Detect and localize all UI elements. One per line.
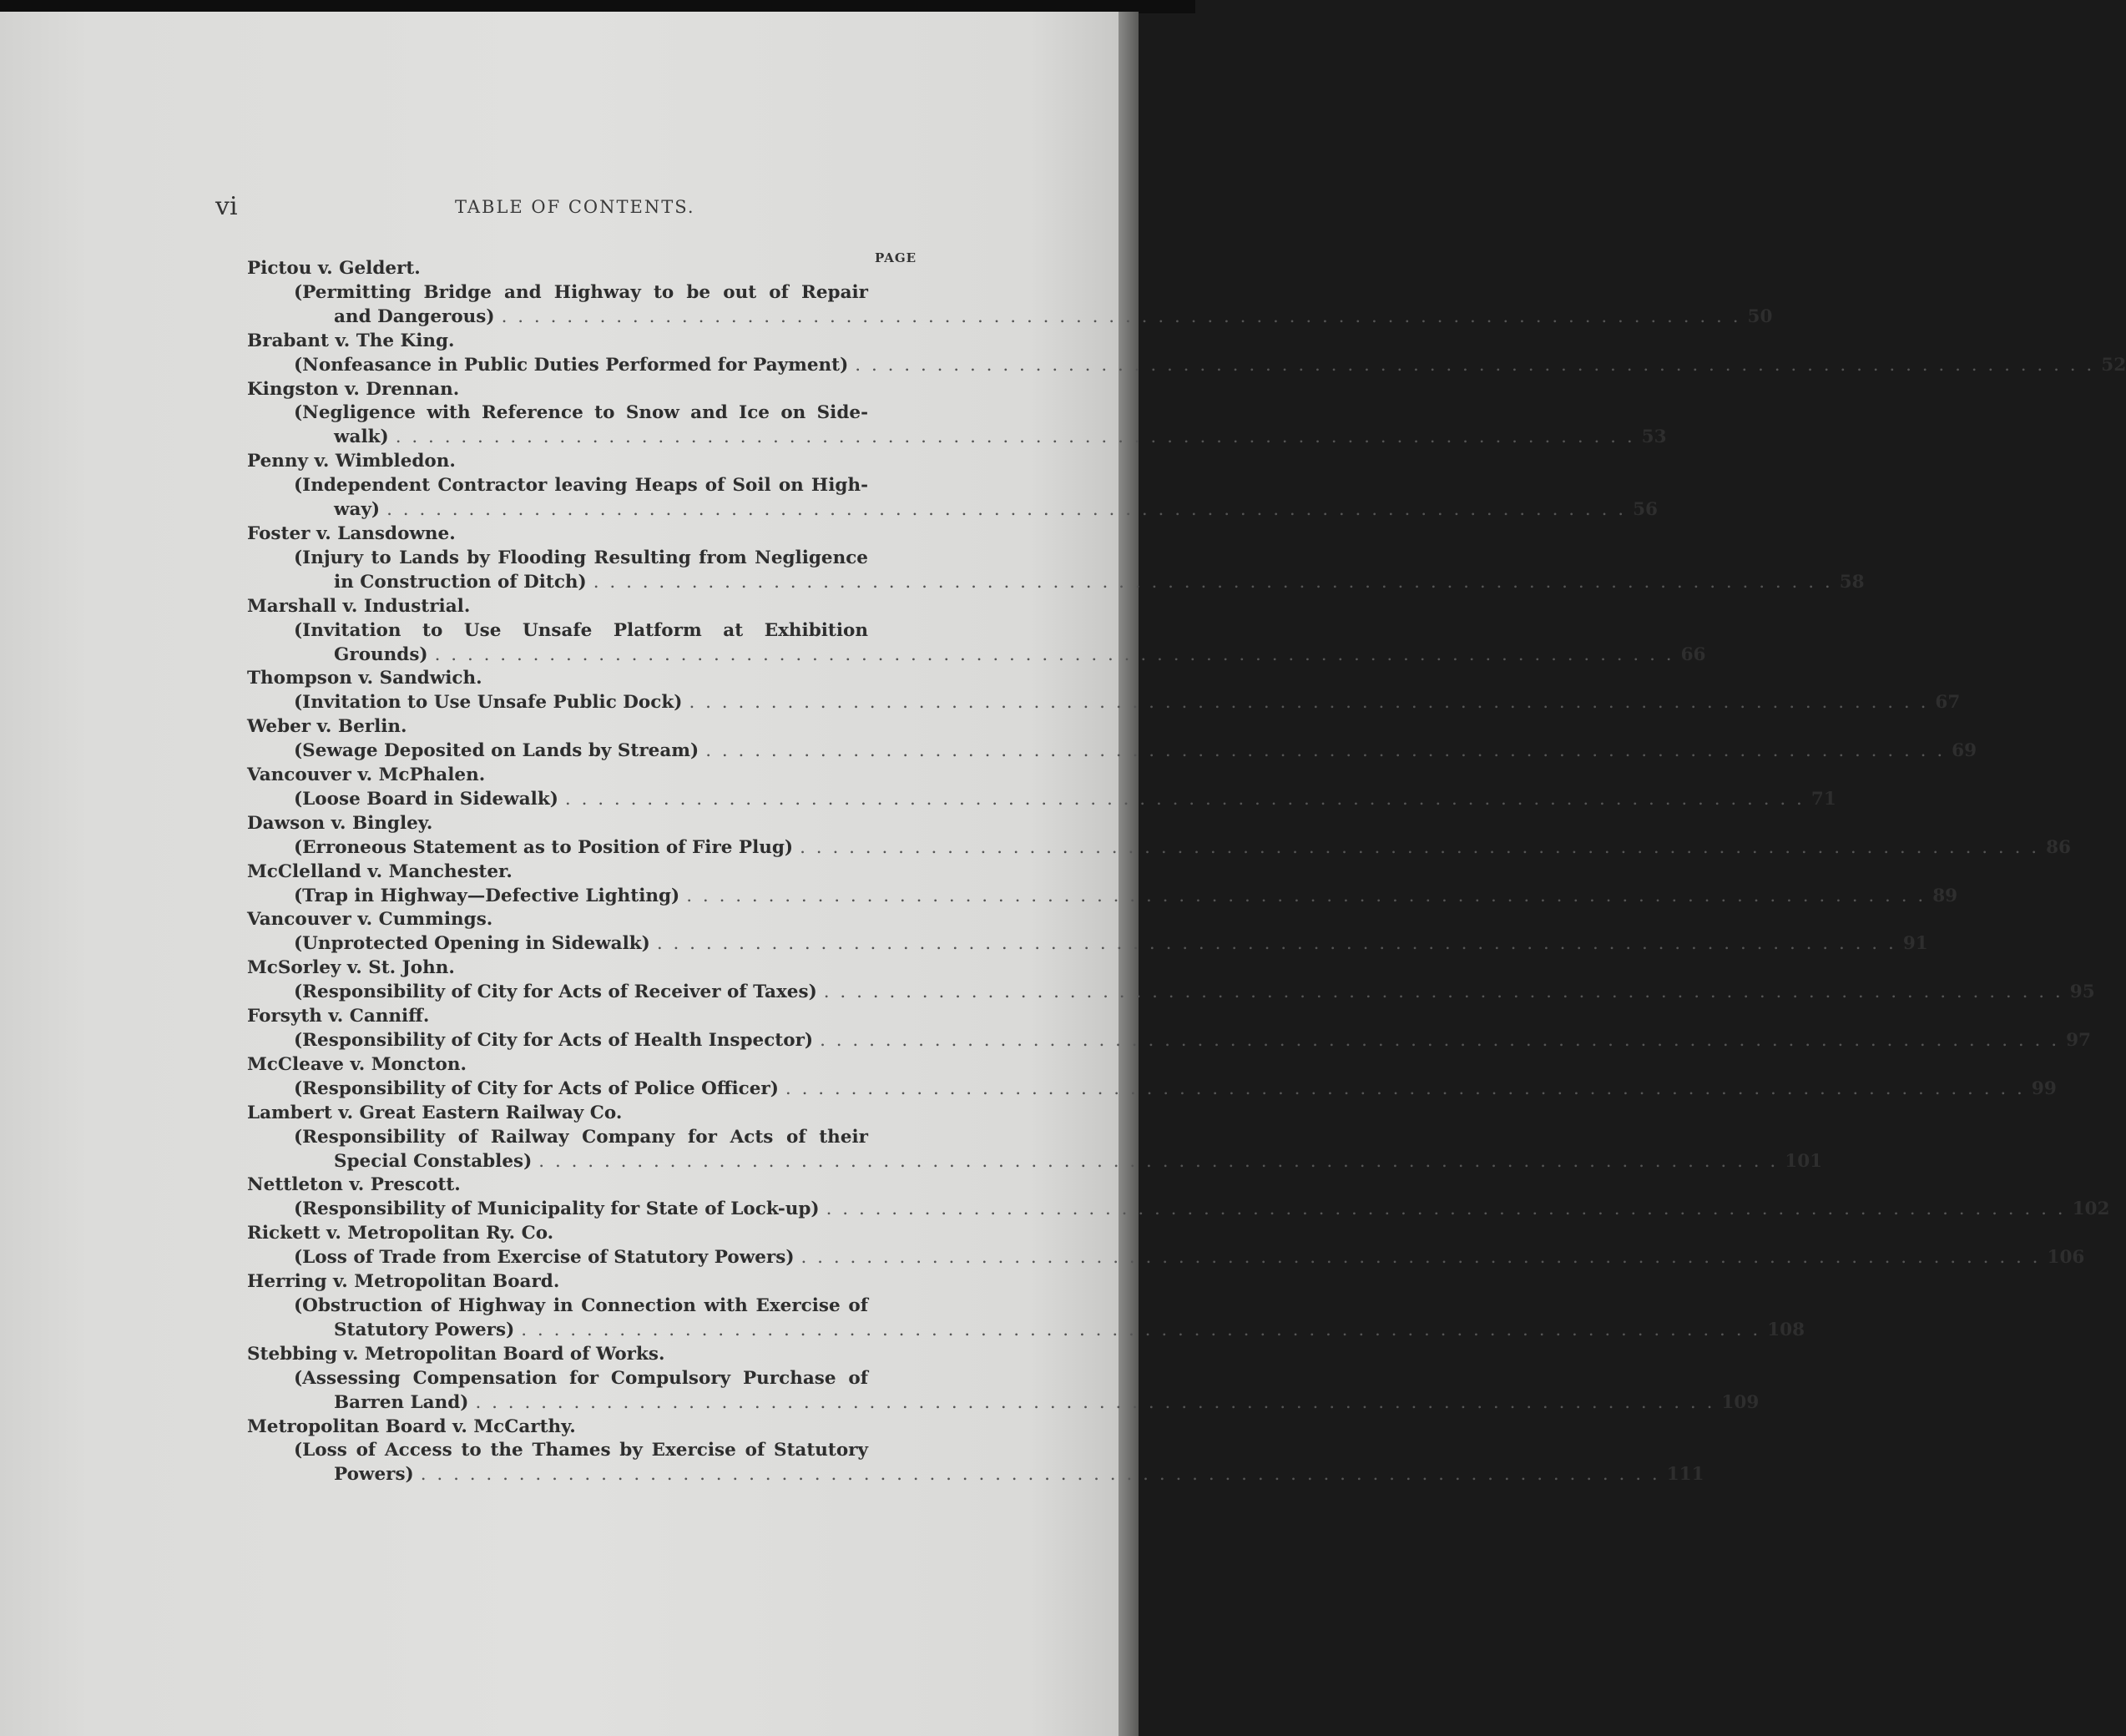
description-final-line xyxy=(294,981,2095,1005)
description-text: (Invitation to Use Unsafe Public Dock) xyxy=(294,692,683,714)
page-reference: 71 xyxy=(1810,788,1836,810)
description-line: (Assessing Compensation for Compulsory Purchase of xyxy=(294,1367,868,1389)
description-text: walk) xyxy=(334,426,389,448)
description-final-line xyxy=(294,571,1865,595)
case-name: Pictou v. Geldert. xyxy=(247,258,421,279)
case-description xyxy=(247,1198,2110,1222)
description-text: (Nonfeasance in Public Duties Performed for Payment) xyxy=(294,354,849,376)
description-final-line xyxy=(294,498,1658,522)
case-description xyxy=(247,474,1658,522)
case-name: Forsyth v. Canniff. xyxy=(247,1006,430,1027)
description-line: (Obstruction of Highway in Connection with Exercise of xyxy=(294,1294,868,1316)
description-final-line xyxy=(294,1150,1823,1174)
toc-entry xyxy=(247,715,1977,764)
description-text: (Responsibility of City for Acts of Police Officer) xyxy=(294,1077,779,1099)
description-line: (Loss of Access to the Thames by Exercise of Statutory xyxy=(294,1440,868,1461)
description-final-line xyxy=(294,426,1667,450)
toc-entry xyxy=(247,908,1928,956)
case-name: Marshall v. Industrial. xyxy=(247,595,471,617)
page-reference: 67 xyxy=(1935,692,1961,714)
description-text: Powers) xyxy=(334,1464,414,1486)
case-name: Thompson v. Sandwich. xyxy=(247,668,482,689)
page-reference: 91 xyxy=(1902,933,1928,955)
description-final-line xyxy=(294,788,1836,812)
case-description xyxy=(247,281,1773,330)
dot-leader: . . . . . . . . . . . . . . . . . . . . . . . . . . . . . . . . . . . . . . . . . . . . . . . . . . . . . . . . . . . . . . . . . . . . . . . . . . . . xyxy=(686,885,1927,906)
case-name: Vancouver v. Cummings. xyxy=(247,909,493,931)
page-reference: 86 xyxy=(2046,836,2071,858)
case-name: Foster v. Lansdowne. xyxy=(247,522,456,544)
description-final-line xyxy=(294,691,1961,715)
page-reference: 69 xyxy=(1952,740,1977,762)
dot-leader: . . . . . . . . . . . . . . . . . . . . . . . . . . . . . . . . . . . . . . . . . . . . . . . . . . . . . . . . . . . . . . . . . . . . . . . . . . . . xyxy=(475,1391,1715,1413)
description-text: (Unprotected Opening in Sidewalk) xyxy=(294,933,650,955)
description-final-line xyxy=(294,1198,2110,1222)
toc-entry xyxy=(247,956,2095,1005)
case-description xyxy=(247,1246,2085,1270)
case-description xyxy=(247,1126,1823,1174)
description-text: Special Constables) xyxy=(334,1150,533,1172)
toc-entry xyxy=(247,1416,1704,1488)
page-reference: 109 xyxy=(1721,1391,1760,1413)
description-text: (Loose Board in Sidewalk) xyxy=(294,788,558,810)
case-name: Nettleton v. Prescott. xyxy=(247,1174,461,1196)
page-reference: 106 xyxy=(2047,1247,2085,1269)
description-final-line xyxy=(294,1319,1805,1343)
toc-entry xyxy=(247,1053,2057,1102)
case-name: Penny v. Wimbledon. xyxy=(247,451,456,472)
description-text: (Responsibility of City for Acts of Receiver of Taxes) xyxy=(294,982,817,1003)
description-text: (Loss of Trade from Exercise of Statutory Powers) xyxy=(294,1247,795,1269)
description-text: (Responsibility of Municipality for State of Lock-up) xyxy=(294,1199,820,1220)
toc-entry xyxy=(247,378,1667,451)
description-text: in Construction of Ditch) xyxy=(334,571,587,593)
page-reference: 97 xyxy=(2066,1030,2091,1051)
description-final-line xyxy=(294,1246,2085,1270)
page-reference: 108 xyxy=(1767,1319,1805,1340)
case-name: Lambert v. Great Eastern Railway Co. xyxy=(247,1102,623,1123)
dot-leader: . . . . . . . . . . . . . . . . . . . . . . . . . . . . . . . . . . . . . . . . . . . . . . . . . . . . . . . . . . . . . . . . . . . . . . . . . . . . xyxy=(593,571,1833,593)
case-description xyxy=(247,932,1928,956)
page-reference: 101 xyxy=(1785,1150,1823,1172)
page-reference: 56 xyxy=(1633,499,1658,521)
case-description xyxy=(247,1077,2057,1102)
case-description xyxy=(247,1029,2091,1053)
dot-leader: . . . . . . . . . . . . . . . . . . . . . . . . . . . . . . . . . . . . . . . . . . . . . . . . . . . . . . . . . . . . . . . . . . . . . . . . . . . . xyxy=(521,1319,1761,1340)
description-final-line xyxy=(294,885,1958,909)
toc-entry xyxy=(247,1343,1760,1416)
page-reference: 99 xyxy=(2031,1077,2057,1099)
toc-entry xyxy=(247,1102,1823,1174)
dot-leader: . . . . . . . . . . . . . . . . . . . . . . . . . . . . . . . . . . . . . . . . . . . . . . . . . . . . . . . . . . . . . . . . . . . . . . . . . . . . xyxy=(434,643,1674,665)
case-description xyxy=(247,547,1865,595)
case-name: Stebbing v. Metropolitan Board of Works. xyxy=(247,1343,665,1365)
case-description xyxy=(247,619,1706,668)
case-name: Kingston v. Drennan. xyxy=(247,378,460,400)
description-text: way) xyxy=(334,499,381,521)
dot-leader: . . . . . . . . . . . . . . . . . . . . . . . . . . . . . . . . . . . . . . . . . . . . . . . . . . . . . . . . . . . . . . . . . . . . . . . . . . . . xyxy=(656,933,1896,955)
description-final-line xyxy=(294,932,1928,956)
dot-leader: . . . . . . . . . . . . . . . . . . . . . . . . . . . . . . . . . . . . . . . . . . . . . . . . . . . . . . . . . . . . . . . . . . . . . . . . . . . . xyxy=(395,426,1635,448)
page-reference: 66 xyxy=(1680,643,1706,665)
toc-entry xyxy=(247,764,1836,812)
description-text: Grounds) xyxy=(334,643,428,665)
description-text: (Erroneous Statement as to Position of Fire Plug) xyxy=(294,836,794,858)
description-final-line xyxy=(294,643,1706,668)
case-name: Dawson v. Bingley. xyxy=(247,812,433,834)
toc-entry xyxy=(247,595,1706,668)
case-name: Vancouver v. McPhalen. xyxy=(247,765,486,786)
description-final-line xyxy=(294,1391,1760,1416)
toc-entry xyxy=(247,1005,2091,1053)
dot-leader: . . . . . . . . . . . . . . . . . . . . . . . . . . . . . . . . . . . . . . . . . . . . . . . . . . . . . . . . . . . . . . . . . . . . . . . . . . . . xyxy=(564,788,1805,810)
description-final-line xyxy=(294,1463,1704,1487)
page-reference: 111 xyxy=(1666,1464,1704,1486)
case-description xyxy=(247,788,1836,812)
case-description xyxy=(247,354,2126,378)
toc-entry xyxy=(247,812,2071,860)
description-text: (Sewage Deposited on Lands by Stream) xyxy=(294,740,699,762)
case-description xyxy=(247,981,2095,1005)
description-final-line xyxy=(294,1077,2057,1102)
dot-leader: . . . . . . . . . . . . . . . . . . . . . . . . . . . . . . . . . . . . . . . . . . . . . . . . . . . . . . . . . . . . . . . . . . . . . . . . . . . . xyxy=(820,1030,2060,1051)
description-text: (Responsibility of City for Acts of Health Inspector) xyxy=(294,1030,814,1051)
dot-leader: . . . . . . . . . . . . . . . . . . . . . . . . . . . . . . . . . . . . . . . . . . . . . . . . . . . . . . . . . . . . . . . . . . . . . . . . . . . . xyxy=(855,354,2095,376)
page-number: vi xyxy=(215,192,238,221)
case-name: McClelland v. Manchester. xyxy=(247,860,513,882)
toc-entry xyxy=(247,1270,1805,1343)
running-head-title: TABLE OF CONTENTS. xyxy=(455,197,695,217)
toc-entry xyxy=(247,330,2126,378)
description-line: (Invitation to Use Unsafe Platform at Exhibition xyxy=(294,619,868,641)
description-line: (Permitting Bridge and Highway to be out of Repair xyxy=(294,281,868,303)
description-text: (Trap in Highway—Defective Lighting) xyxy=(294,885,680,906)
dot-leader: . . . . . . . . . . . . . . . . . . . . . . . . . . . . . . . . . . . . . . . . . . . . . . . . . . . . . . . . . . . . . . . . . . . . . . . . . . . . xyxy=(420,1464,1660,1486)
page-column-label: PAGE xyxy=(875,250,917,265)
description-text: Barren Land) xyxy=(334,1391,469,1413)
case-name: Brabant v. The King. xyxy=(247,330,455,351)
toc-entry xyxy=(247,1173,2110,1222)
toc-entry xyxy=(247,450,1658,522)
page-reference: 53 xyxy=(1641,426,1667,448)
case-description xyxy=(247,401,1667,450)
dot-leader: . . . . . . . . . . . . . . . . . . . . . . . . . . . . . . . . . . . . . . . . . . . . . . . . . . . . . . . . . . . . . . . . . . . . . . . . . . . . xyxy=(800,1247,2041,1269)
toc-entry xyxy=(247,667,1961,715)
case-name: McCleave v. Moncton. xyxy=(247,1053,467,1075)
dot-leader: . . . . . . . . . . . . . . . . . . . . . . . . . . . . . . . . . . . . . . . . . . . . . . . . . . . . . . . . . . . . . . . . . . . . . . . . . . . . xyxy=(785,1077,2025,1099)
case-description xyxy=(247,739,1977,764)
case-description xyxy=(247,836,2071,860)
page-reference: 52 xyxy=(2101,354,2126,376)
page-reference: 89 xyxy=(1932,885,1958,906)
page-reference: 50 xyxy=(1747,305,1773,327)
dot-leader: . . . . . . . . . . . . . . . . . . . . . . . . . . . . . . . . . . . . . . . . . . . . . . . . . . . . . . . . . . . . . . . . . . . . . . . . . . . . xyxy=(501,305,1741,327)
case-name: Metropolitan Board v. McCarthy. xyxy=(247,1416,576,1437)
toc-entry xyxy=(247,1222,2085,1270)
description-line: (Responsibility of Railway Company for Acts of their xyxy=(294,1126,868,1148)
toc-entry xyxy=(247,522,1865,595)
dot-leader: . . . . . . . . . . . . . . . . . . . . . . . . . . . . . . . . . . . . . . . . . . . . . . . . . . . . . . . . . . . . . . . . . . . . . . . . . . . . xyxy=(823,982,2063,1003)
case-name: Rickett v. Metropolitan Ry. Co. xyxy=(247,1223,554,1244)
dot-leader: . . . . . . . . . . . . . . . . . . . . . . . . . . . . . . . . . . . . . . . . . . . . . . . . . . . . . . . . . . . . . . . . . . . . . . . . . . . . xyxy=(538,1150,1779,1172)
description-line: (Independent Contractor leaving Heaps of Soil on High- xyxy=(294,475,868,497)
description-final-line xyxy=(294,305,1773,330)
page-reference: 102 xyxy=(2072,1199,2110,1220)
description-text: and Dangerous) xyxy=(334,305,495,327)
description-final-line xyxy=(294,739,1977,764)
dot-leader: . . . . . . . . . . . . . . . . . . . . . . . . . . . . . . . . . . . . . . . . . . . . . . . . . . . . . . . . . . . . . . . . . . . . . . . . . . . . xyxy=(800,836,2040,858)
dot-leader: . . . . . . . . . . . . . . . . . . . . . . . . . . . . . . . . . . . . . . . . . . . . . . . . . . . . . . . . . . . . . . . . . . . . . . . . . . . . xyxy=(689,692,1929,714)
table-of-contents xyxy=(247,257,2126,1487)
description-final-line xyxy=(294,836,2071,860)
description-final-line xyxy=(294,354,2126,378)
toc-entry xyxy=(247,860,1958,909)
case-name: Weber v. Berlin. xyxy=(247,716,407,738)
toc-entry xyxy=(247,257,1773,330)
description-final-line xyxy=(294,1029,2091,1053)
case-name: Herring v. Metropolitan Board. xyxy=(247,1271,560,1293)
case-name: McSorley v. St. John. xyxy=(247,957,455,979)
dot-leader: . . . . . . . . . . . . . . . . . . . . . . . . . . . . . . . . . . . . . . . . . . . . . . . . . . . . . . . . . . . . . . . . . . . . . . . . . . . . xyxy=(705,740,1946,762)
description-line: (Injury to Lands by Flooding Resulting from Negligence xyxy=(294,547,868,568)
dot-leader: . . . . . . . . . . . . . . . . . . . . . . . . . . . . . . . . . . . . . . . . . . . . . . . . . . . . . . . . . . . . . . . . . . . . . . . . . . . . xyxy=(826,1199,2066,1220)
description-line: (Negligence with Reference to Snow and Ice on Side- xyxy=(294,402,868,424)
dot-leader: . . . . . . . . . . . . . . . . . . . . . . . . . . . . . . . . . . . . . . . . . . . . . . . . . . . . . . . . . . . . . . . . . . . . . . . . . . . . xyxy=(386,499,1627,521)
page-reference: 58 xyxy=(1839,571,1865,593)
case-description xyxy=(247,1439,1704,1487)
case-description xyxy=(247,1367,1760,1416)
case-description xyxy=(247,691,1961,715)
description-text: Statutory Powers) xyxy=(334,1319,515,1340)
page-reference: 95 xyxy=(2069,982,2095,1003)
case-description xyxy=(247,885,1958,909)
case-description xyxy=(247,1294,1805,1343)
